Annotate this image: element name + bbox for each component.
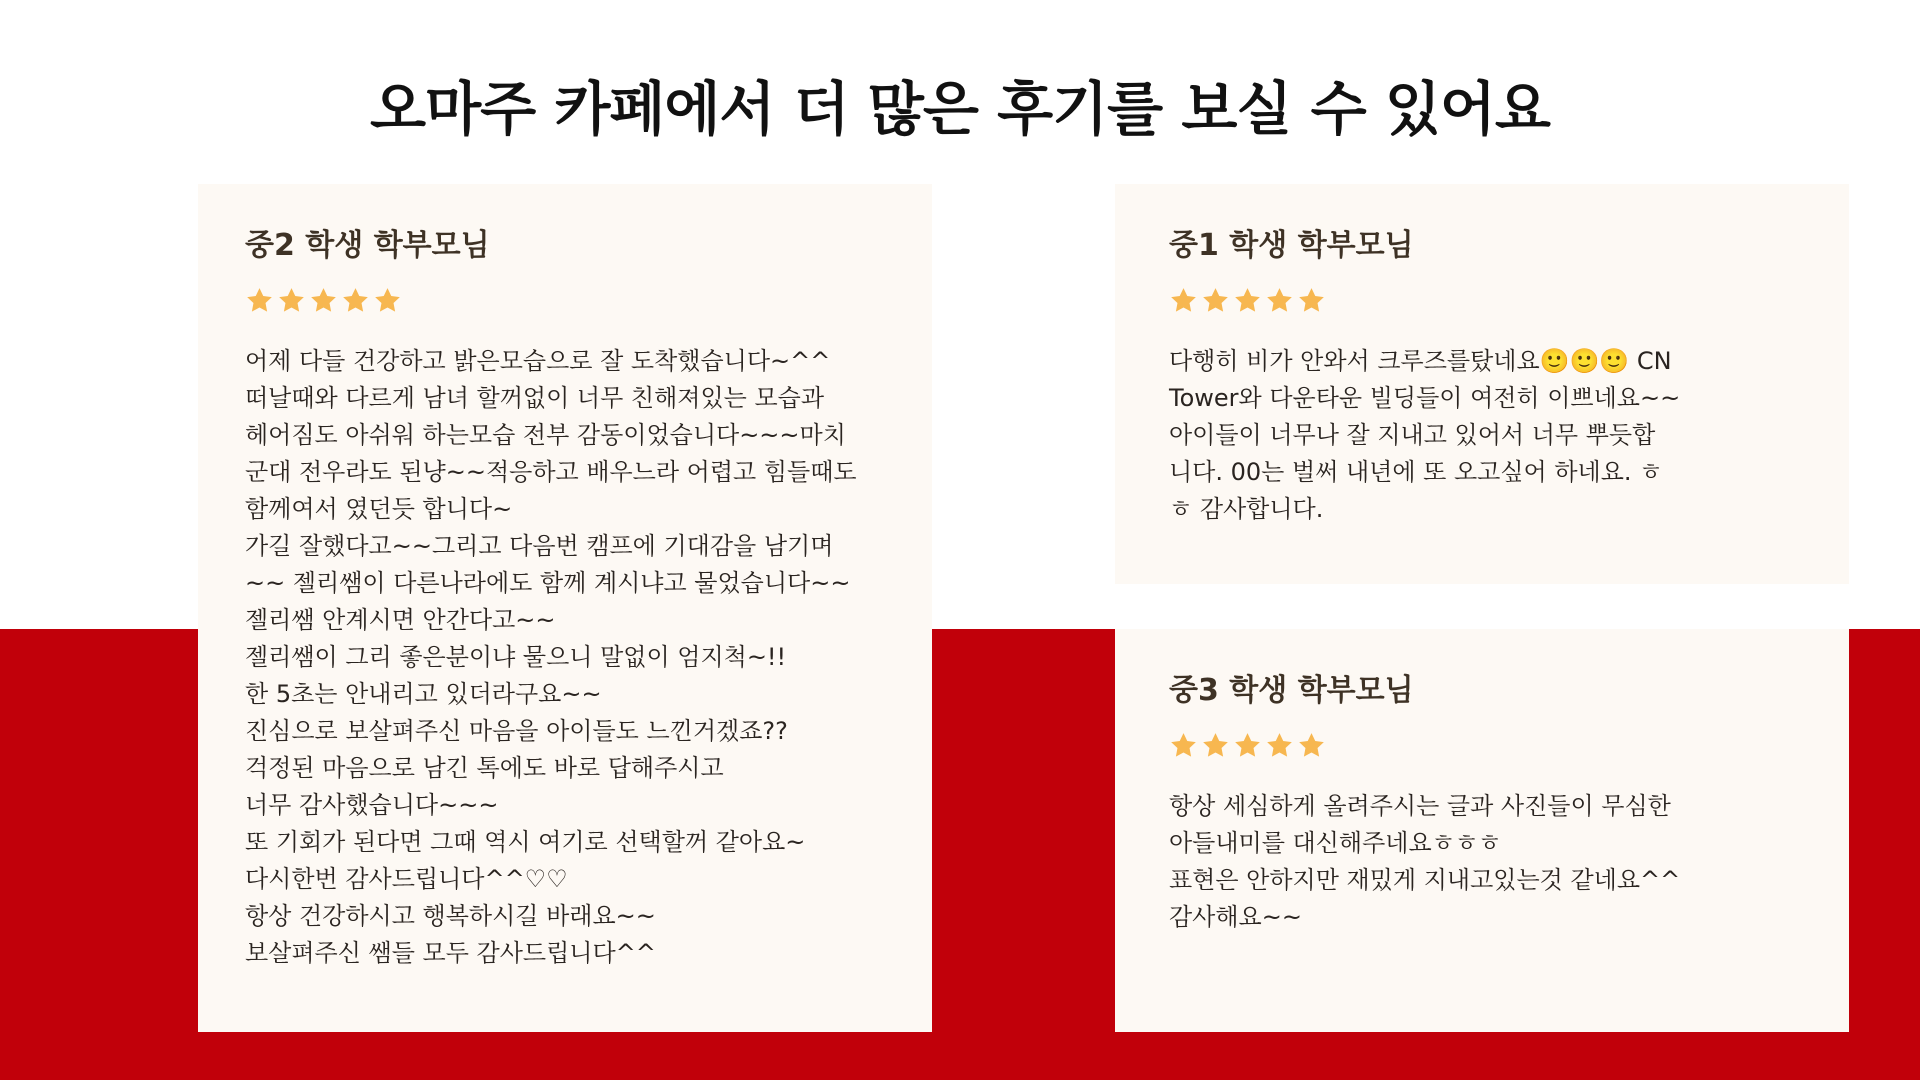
review-line: 다시한번 감사드립니다^^♡♡: [245, 865, 568, 893]
star-icon: [1297, 286, 1326, 315]
review-line: ㅎ 감사합니다.: [1169, 495, 1324, 523]
star-icon: [1201, 286, 1230, 315]
star-rating: [245, 285, 885, 315]
review-line: 군대 전우라도 된냥~~적응하고 배우느라 어렵고 힘들때도: [245, 458, 857, 486]
star-icon: [1233, 286, 1262, 315]
review-line: 젤리쌤 안계시면 안간다고~~: [245, 606, 556, 634]
star-icon: [309, 286, 338, 315]
review-line: 젤리쌤이 그리 좋은분이냐 물으니 말없이 엄지척~!!: [245, 643, 787, 671]
page-title: 오마주 카페에서 더 많은 후기를 보실 수 있어요: [370, 75, 1550, 143]
star-icon: [1169, 731, 1198, 760]
review-line: ~~ 젤리쌤이 다른나라에도 함께 계시냐고 물었습니다~~: [245, 569, 851, 597]
star-icon: [277, 286, 306, 315]
review-line: 아이들이 너무나 잘 지내고 있어서 너무 뿌듯합: [1169, 421, 1656, 449]
review-line: 또 기회가 된다면 그때 역시 여기로 선택할꺼 같아요~: [245, 828, 806, 856]
star-icon: [1169, 286, 1198, 315]
review-text: [1169, 343, 1802, 528]
star-icon: [1297, 731, 1326, 760]
star-icon: [1265, 731, 1294, 760]
review-line: 니다. 00는 벌써 내년에 또 오고싶어 하네요. ㅎ: [1169, 458, 1663, 486]
star-icon: [245, 286, 274, 315]
star-icon: [1201, 731, 1230, 760]
review-text: [1169, 788, 1802, 936]
review-line: 항상 세심하게 올려주시는 글과 사진들이 무심한: [1169, 792, 1671, 820]
review-card-grade2: [198, 184, 932, 1032]
review-line: Tower와 다운타운 빌딩들이 여전히 이쁘네요~~: [1169, 384, 1681, 412]
star-icon: [341, 286, 370, 315]
review-line: 항상 건강하시고 행복하시길 바래요~~: [245, 902, 656, 930]
review-line: 어제 다들 건강하고 밝은모습으로 잘 도착했습니다~^^: [245, 347, 831, 375]
review-line: 다행히 비가 안와서 크루즈를탔네요🙂🙂🙂 CN: [1169, 347, 1672, 375]
star-icon: [1233, 731, 1262, 760]
review-line: 감사해요~~: [1169, 903, 1302, 931]
review-line: 떠날때와 다르게 남녀 할꺼없이 너무 친해져있는 모습과: [245, 384, 825, 412]
star-rating: [1169, 285, 1802, 315]
star-rating: [1169, 730, 1802, 760]
review-author: 중2 학생 학부모님: [245, 228, 490, 263]
review-text: [245, 343, 885, 972]
review-card-grade3: [1115, 629, 1849, 1032]
review-line: 아들내미를 대신해주네요ㅎㅎㅎ: [1169, 829, 1502, 857]
star-icon: [373, 286, 402, 315]
review-card-grade1: [1115, 184, 1849, 584]
review-line: 가길 잘했다고~~그리고 다음번 캠프에 기대감을 남기며: [245, 532, 834, 560]
review-line: 걱정된 마음으로 남긴 톡에도 바로 답해주시고: [245, 754, 724, 782]
star-icon: [1265, 286, 1294, 315]
review-author: 중3 학생 학부모님: [1169, 673, 1414, 708]
review-line: 한 5초는 안내리고 있더라구요~~: [245, 680, 602, 708]
review-line: 너무 감사했습니다~~~: [245, 791, 499, 819]
review-line: 진심으로 보살펴주신 마음을 아이들도 느낀거겠죠??: [245, 717, 788, 745]
review-line: 보살펴주신 쌤들 모두 감사드립니다^^: [245, 939, 656, 967]
review-author: 중1 학생 학부모님: [1169, 228, 1414, 263]
review-line: 함께여서 였던듯 합니다~: [245, 495, 513, 523]
review-line: 표현은 안하지만 재밌게 지내고있는것 같네요^^: [1169, 866, 1681, 894]
review-line: 헤어짐도 아쉬워 하는모습 전부 감동이었습니다~~~마치: [245, 421, 846, 449]
